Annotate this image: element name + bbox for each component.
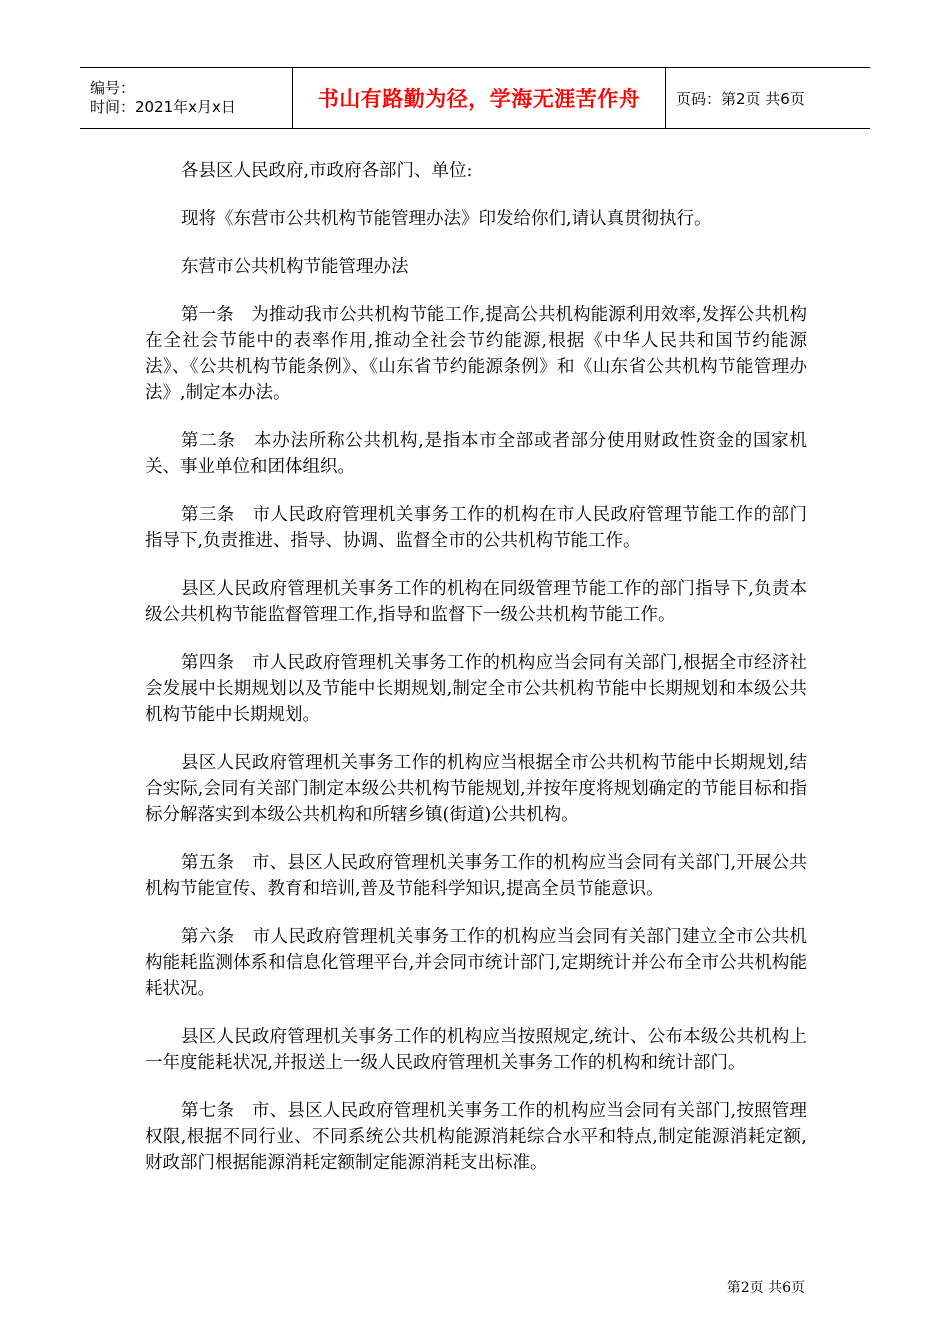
header-meta <box>80 68 293 129</box>
article-7: 第七条 市、县区人民政府管理机关事务工作的机构应当会同有关部门,按照管理权限,根据不同行业、不同系统公共机构能源消耗综合水平和特点,制定能源消耗定额,财政部门根据能源消耗定额制定能源消耗支出标准。 <box>145 1101 807 1173</box>
article-3: 第三条 市人民政府管理机关事务工作的机构在市人民政府管理节能工作的部门指导下,负责推进、指导、协调、监督全市的公共机构节能工作。 <box>145 505 807 551</box>
salutation: 各县区人民政府,市政府各部门、单位: <box>181 161 473 181</box>
document-title: 东营市公共机构节能管理办法 <box>181 257 409 277</box>
time-label: 时间：2021年x月x日 <box>90 98 236 116</box>
article-4-clause: 县区人民政府管理机关事务工作的机构应当根据全市公共机构节能中长期规划,结合实际,会同有关部门制定本级公共机构节能规划,并按年度将规划确定的节能目标和指标分解落实到本级公共机构和所辖乡镇(街道)公共机构。 <box>145 753 807 825</box>
notice-paragraph: 现将《东营市公共机构节能管理办法》印发给你们,请认真贯彻执行。 <box>181 209 712 229</box>
article-3-clause: 县区人民政府管理机关事务工作的机构在同级管理节能工作的部门指导下,负责本级公共机构节能监督管理工作,指导和监督下一级公共机构节能工作。 <box>145 579 807 625</box>
header-motto: 书山有路勤为径，学海无涯苦作舟 <box>293 68 666 129</box>
serial-label: 编号： <box>90 79 136 97</box>
article-1: 第一条 为推动我市公共机构节能工作,提高公共机构能源利用效率,发挥公共机构在全社会节能中的表率作用,推动全社会节约能源,根据《中华人民共和国节约能源法》、《公共机构节能条例》、《山东省节约能源条例》和《山东省公共机构节能管理办法》,制定本办法。 <box>145 305 807 403</box>
page-header <box>80 67 870 129</box>
article-5: 第五条 市、县区人民政府管理机关事务工作的机构应当会同有关部门,开展公共机构节能宣传、教育和培训,普及节能科学知识,提高全员节能意识。 <box>145 853 807 899</box>
page-footer: 第2页 共6页 <box>726 1280 805 1296</box>
document-body <box>145 158 807 1198</box>
header-page-code: 页码：第2页 共6页 <box>666 68 871 129</box>
article-2: 第二条 本办法所称公共机构,是指本市全部或者部分使用财政性资金的国家机关、事业单位和团体组织。 <box>145 431 807 477</box>
article-6: 第六条 市人民政府管理机关事务工作的机构应当会同有关部门建立全市公共机构能耗监测体系和信息化管理平台,并会同市统计部门,定期统计并公布全市公共机构能耗状况。 <box>145 927 807 999</box>
article-4: 第四条 市人民政府管理机关事务工作的机构应当会同有关部门,根据全市经济社会发展中长期规划以及节能中长期规划,制定全市公共机构节能中长期规划和本级公共机构节能中长期规划。 <box>145 653 807 725</box>
article-6-clause: 县区人民政府管理机关事务工作的机构应当按照规定,统计、公布本级公共机构上一年度能耗状况,并报送上一级人民政府管理机关事务工作的机构和统计部门。 <box>145 1027 807 1073</box>
